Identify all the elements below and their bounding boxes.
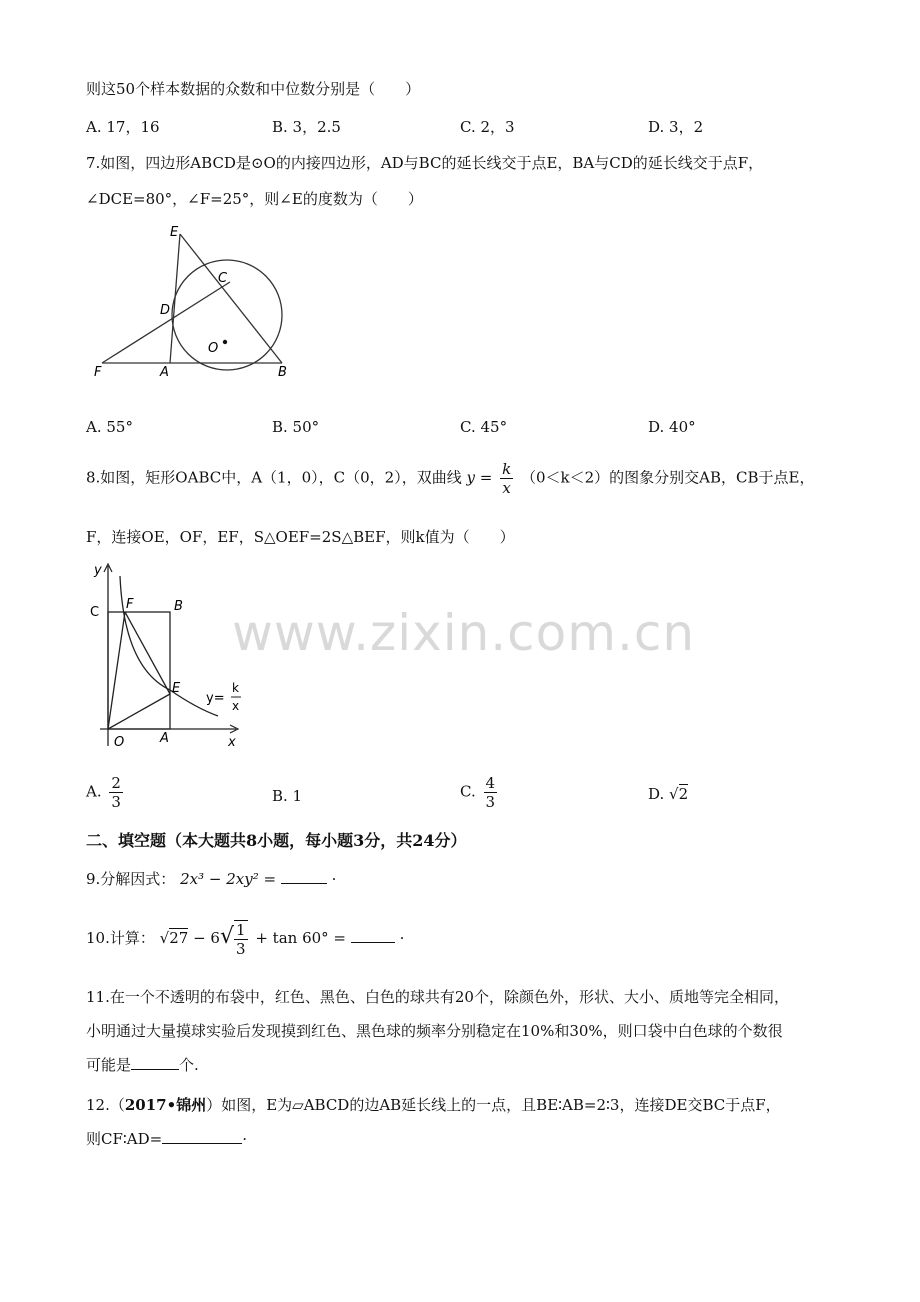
q9-answer-blank[interactable] (281, 883, 327, 884)
q8-figure (86, 558, 246, 756)
q10-answer-blank[interactable] (351, 942, 395, 943)
q10-prefix: 10.计算： (86, 929, 155, 947)
q11-line3 (86, 1054, 199, 1075)
q6-option-b[interactable]: B. 3，2.5 (272, 118, 341, 136)
q9-prefix: 9.分解因式： (86, 870, 176, 888)
q12-line2-a: 则CF∶AD= (86, 1130, 163, 1148)
q7-label-d: D (160, 303, 171, 318)
q12-line1 (86, 1094, 781, 1115)
q8-option-c-frac (484, 774, 498, 811)
q7-label-a: A (160, 365, 169, 380)
q10-minus-six: − 6 (193, 929, 220, 947)
q7-label-o: O (208, 341, 219, 356)
q12-line1-b: ）如图，E为▱ABCD的边AB延长线上的一点，且BE∶AB=2∶3，连接DE交BC于点F， (206, 1096, 781, 1114)
q7-label-e: E (170, 225, 179, 240)
section2-heading: 二、填空题（本大题共8小题，每小题3分，共24分） (86, 831, 467, 850)
q6-option-a[interactable]: A. 17，16 (86, 118, 160, 136)
q8-line-oe (108, 694, 170, 729)
q12-num: 12.（ (86, 1096, 125, 1114)
q11-answer-blank[interactable] (131, 1069, 179, 1070)
q8-option-c-den: 3 (485, 793, 496, 811)
q8-option-a-frac (109, 774, 123, 811)
q8-option-d[interactable] (648, 785, 688, 803)
q10-radicand-27: 27 (169, 929, 189, 947)
q8-option-c-label: C. (460, 782, 476, 801)
q8-option-c[interactable] (460, 774, 500, 811)
watermark: www.zixin.com.cn (232, 604, 696, 662)
q12-line2 (86, 1128, 247, 1149)
q7-line-ea (170, 234, 180, 363)
q12-source-tag: 2017•锦州 (124, 1096, 207, 1114)
q10-tail: + tan 60° = (255, 929, 346, 947)
q8-eq-x: x (502, 479, 511, 497)
q7-option-b[interactable]: B. 50° (272, 418, 320, 436)
q10-num: 1 (236, 921, 246, 939)
q8-option-d-label: D. (648, 785, 665, 803)
q8-option-a-label: A. (86, 782, 102, 801)
q12-suffix: · (242, 1130, 247, 1148)
q10-suffix: · (399, 929, 405, 947)
q7-label-f: F (94, 365, 102, 380)
q8-option-a-den: 3 (111, 793, 121, 811)
q8-option-d-radicand: 2 (678, 785, 689, 803)
q8-option-c-num: 4 (485, 774, 496, 792)
q7-label-c: C (218, 271, 228, 286)
q8-stem-a: 8.如图，矩形OABC中，A（1，0），C（0，2），双曲线 (86, 468, 462, 487)
q9-line (86, 868, 336, 889)
q8-label-x: x (228, 735, 236, 750)
q11-line1: 11.在一个不透明的布袋中，红色、黑色、白色的球共有20个，除颜色外，形状、大小、质地等完全相同， (86, 988, 789, 1006)
q8-line-ef (125, 612, 170, 694)
q10-den: 3 (236, 940, 246, 958)
q7-figure (90, 222, 300, 384)
q7-center-dot (223, 340, 227, 344)
q8-curve-label-x: x (232, 699, 240, 713)
q8-curve-label-y: y= (206, 691, 225, 706)
q8-option-a[interactable] (86, 774, 126, 811)
q9-suffix: · (331, 870, 337, 888)
q8-eq-k: k (502, 460, 512, 478)
q7-option-c[interactable]: C. 45° (460, 418, 508, 436)
q8-eq-y: y = (466, 468, 493, 487)
sqrt-icon: √ (159, 929, 170, 947)
q8-line-of (108, 612, 125, 729)
q11-line3-b: 个. (179, 1056, 199, 1074)
q8-label-e: E (172, 681, 181, 696)
q6-option-d[interactable]: D. 3，2 (648, 118, 704, 136)
q9-expression: 2x³ − 2xy² = (180, 870, 277, 888)
q8-label-o: O (114, 735, 125, 750)
q6-stem: 则这50个样本数据的众数和中位数分别是（ ） (86, 80, 421, 98)
q7-label-b: B (278, 365, 287, 380)
q8-label-b: B (174, 599, 183, 614)
q7-line-eb (180, 234, 282, 363)
q8-label-f: F (126, 597, 134, 612)
q8-label-a: A (160, 731, 169, 746)
q7-stem-line1: 7.如图，四边形ABCD是⊙O的内接四边形，AD与BC的延长线交于点E，BA与CD的延长线交于点F， (86, 154, 764, 172)
sqrt-icon: √ (669, 785, 679, 803)
q11-line2: 小明通过大量摸球实验后发现摸到红色、黑色球的频率分别稳定在10%和30%，则口袋中白色球的个数很 (86, 1022, 783, 1040)
q11-line3-a: 可能是 (86, 1056, 132, 1074)
q7-option-d[interactable]: D. 40° (648, 418, 696, 436)
q10-line (86, 920, 404, 958)
q8-label-y: y (94, 563, 102, 578)
q12-answer-blank[interactable] (162, 1143, 242, 1144)
q8-stem-line1 (86, 460, 814, 497)
q8-curve-label-k: k (232, 681, 239, 695)
q8-stem-b: （0＜k＜2）的图象分别交AB，CB于点E， (520, 468, 815, 487)
q7-option-a[interactable]: A. 55° (86, 418, 133, 436)
q10-frac (234, 920, 248, 958)
q8-option-b[interactable]: B. 1 (272, 787, 303, 805)
sqrt-icon: √ (219, 924, 234, 949)
q6-option-c[interactable]: C. 2，3 (460, 118, 515, 136)
q8-stem-line2: F，连接OE，OF，EF，S△OEF=2S△BEF，则k值为（ ） (86, 528, 515, 546)
q8-label-c: C (90, 605, 100, 620)
q7-stem-line2: ∠DCE=80°，∠F=25°，则∠E的度数为（ ） (86, 190, 423, 208)
q8-eq-frac (500, 460, 513, 497)
q8-option-a-num: 2 (111, 774, 121, 792)
